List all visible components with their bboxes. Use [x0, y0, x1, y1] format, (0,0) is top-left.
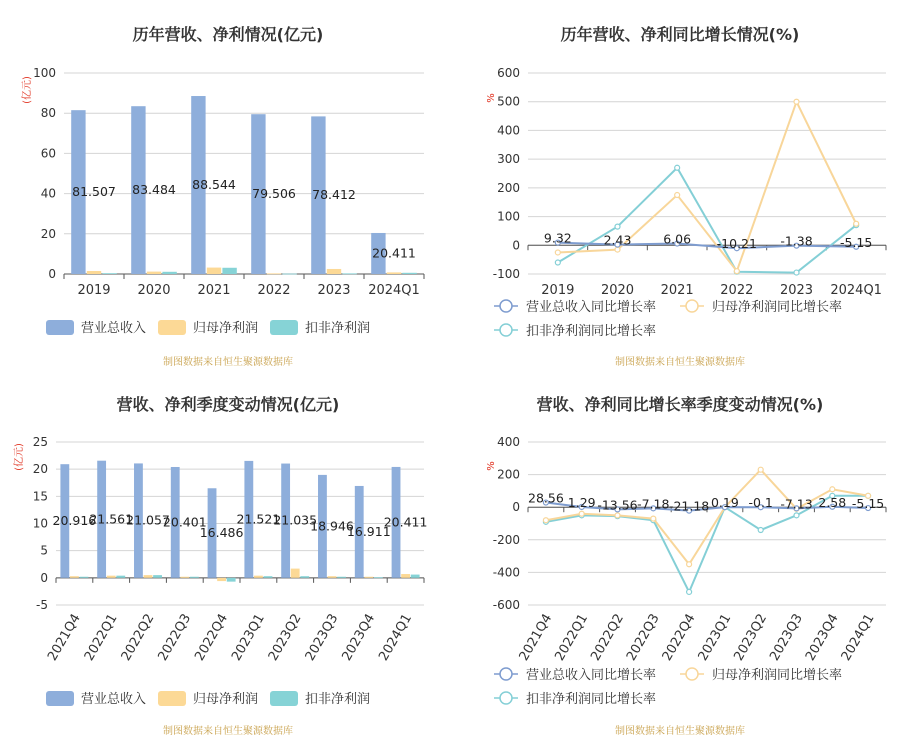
line-data-label: -21.18	[668, 498, 710, 514]
legend-marker	[500, 324, 512, 336]
series-point	[675, 165, 680, 170]
legend-label: 归母净利润同比增长率	[712, 668, 843, 683]
line-data-label: 0.19	[710, 495, 739, 511]
bar-deducted-profit	[337, 577, 346, 578]
x-tick-label: 2023	[317, 283, 351, 298]
x-tick-label: 2024Q1	[830, 283, 882, 298]
x-tick-label: 2023Q1	[229, 611, 268, 664]
legend-swatch	[158, 691, 186, 706]
legend-label: 营业总收入同比增长率	[526, 300, 657, 315]
bar-net-profit	[217, 578, 226, 581]
x-tick-label: 2023Q3	[767, 611, 806, 664]
line-data-label: -13.56	[597, 497, 638, 513]
bar-net-profit	[87, 271, 101, 274]
legend-swatch	[46, 691, 74, 706]
x-tick-label: 2020	[600, 283, 635, 298]
legend-label: 扣非净利润同比增长率	[526, 692, 657, 707]
series-line	[558, 168, 856, 273]
x-tick-label: 2023Q4	[802, 611, 842, 664]
y-tick-label: 25	[32, 435, 48, 449]
bar-data-label: 20.401	[162, 514, 207, 530]
source-note: 制图数据来自恒生聚源数据库	[163, 726, 293, 737]
bar-net-profit	[291, 569, 300, 578]
x-tick-label: 2022Q1	[81, 611, 121, 664]
y-tick-label: 0	[512, 500, 520, 515]
chart-quarterly_growth	[486, 395, 886, 737]
bar-net-profit	[207, 268, 221, 274]
x-tick-label: 2022	[257, 283, 291, 298]
line-data-label: -1.38	[780, 233, 813, 249]
y-tick-label: 15	[32, 489, 48, 504]
y-tick-label: 600	[497, 66, 520, 80]
line-data-label: -0.1	[748, 495, 773, 511]
legend-label: 营业总收入	[81, 321, 147, 336]
y-tick-label: 200	[497, 467, 520, 482]
series-point	[758, 528, 763, 533]
chart-title: 营收、净利同比增长率季度变动情况(%)	[536, 395, 824, 414]
x-tick-label: 2023Q2	[265, 611, 305, 664]
bar-data-label: 81.507	[72, 184, 116, 200]
line-data-label: 9.32	[543, 230, 572, 246]
x-tick-label: 2022	[720, 283, 754, 298]
bar-deducted-profit	[300, 576, 309, 578]
bar-data-label: 79.506	[252, 186, 296, 202]
x-tick-label: 2022Q2	[118, 611, 158, 664]
bar-net-profit	[254, 576, 263, 578]
x-tick-label: 2023Q3	[302, 611, 342, 664]
bar-data-label: 21.521	[236, 511, 281, 527]
bar-net-profit	[70, 576, 79, 578]
chart-annual_growth	[486, 25, 886, 368]
x-tick-label: 2023Q2	[731, 611, 771, 664]
bar-deducted-profit	[342, 273, 356, 274]
bar-net-profit	[327, 269, 341, 274]
y-tick-label: -400	[492, 565, 520, 580]
bar-net-profit	[387, 272, 401, 274]
line-data-label: 1.29	[567, 494, 596, 510]
bar-deducted-profit	[374, 577, 383, 578]
x-tick-label: 2019	[541, 283, 575, 298]
line-data-label: 2.43	[603, 232, 632, 248]
y-tick-label: 5	[40, 543, 48, 558]
y-axis-unit: (亿元)	[14, 443, 25, 471]
line-data-label: -7.13	[780, 496, 813, 512]
series-point	[687, 589, 692, 594]
legend-label: 归母净利润	[193, 321, 259, 336]
y-tick-label: 500	[497, 94, 520, 109]
bar-deducted-profit	[153, 575, 162, 578]
legend-marker	[500, 692, 512, 704]
x-tick-label: 2023	[779, 283, 814, 298]
series-point	[579, 511, 584, 516]
x-tick-label: 2023Q4	[339, 611, 379, 664]
bar-net-profit	[180, 577, 189, 578]
y-tick-label: 300	[497, 152, 520, 167]
series-point	[830, 487, 835, 492]
series-point	[615, 224, 620, 229]
legend-marker	[500, 668, 512, 680]
line-data-label: 2.58	[818, 494, 847, 510]
bar-data-label: 83.484	[132, 182, 176, 198]
x-tick-label: 2022Q1	[552, 611, 592, 664]
y-tick-label: -200	[492, 532, 520, 547]
y-tick-label: 80	[40, 106, 56, 121]
y-axis-unit: (亿元)	[22, 76, 33, 104]
bar-deducted-profit	[80, 577, 89, 578]
bar-deducted-profit	[227, 578, 236, 582]
bar-data-label: 21.057	[126, 512, 170, 528]
bar-data-label: 21.035	[273, 512, 318, 528]
legend-marker	[686, 668, 698, 680]
x-tick-label: 2024Q1	[368, 283, 420, 298]
bar-deducted-profit	[222, 268, 236, 274]
bar-net-profit	[107, 576, 116, 578]
y-tick-label: 400	[497, 435, 520, 449]
series-point	[687, 562, 692, 567]
legend-label: 扣非净利润同比增长率	[526, 324, 657, 339]
bar-data-label: 88.544	[192, 177, 236, 193]
bar-deducted-profit	[282, 274, 296, 275]
line-data-label: -5.15	[851, 496, 885, 512]
bar-deducted-profit	[190, 577, 199, 578]
legend-label: 归母净利润同比增长率	[712, 300, 843, 315]
chart-title: 历年营收、净利情况(亿元)	[132, 25, 324, 44]
y-tick-label: -100	[492, 267, 520, 281]
x-tick-label: 2021	[660, 283, 694, 298]
bar-data-label: 16.911	[346, 523, 391, 539]
legend-swatch	[270, 320, 298, 335]
legend-label: 扣非净利润	[305, 692, 371, 707]
line-data-label: -5.15	[839, 234, 873, 250]
x-tick-label: 2023Q1	[695, 611, 735, 664]
bar-deducted-profit	[162, 272, 176, 274]
legend-label: 扣非净利润	[305, 321, 371, 336]
y-tick-label: 100	[33, 66, 56, 80]
line-data-label: -10.21	[716, 236, 757, 252]
y-tick-label: 0	[48, 267, 56, 281]
line-data-label: -7.18	[637, 496, 670, 512]
source-note: 制图数据来自恒生聚源数据库	[163, 357, 293, 368]
bar-data-label: 16.486	[199, 525, 244, 541]
x-tick-label: 2020	[137, 283, 171, 298]
legend-swatch	[270, 691, 298, 706]
chart-title: 营收、净利季度变动情况(亿元)	[116, 395, 340, 414]
line-data-label: 6.06	[663, 231, 692, 247]
bar-deducted-profit	[402, 273, 416, 274]
y-tick-label: 100	[497, 209, 520, 224]
bar-data-label: 20.411	[372, 245, 416, 261]
x-tick-label: 2022Q4	[192, 611, 232, 664]
series-point	[615, 513, 620, 518]
y-tick-label: 10	[32, 516, 48, 531]
series-point	[734, 269, 739, 274]
bar-data-label: 20.411	[383, 514, 428, 530]
y-tick-label: 200	[497, 180, 520, 195]
series-point	[758, 467, 763, 472]
bar-data-label: 78.412	[312, 187, 356, 203]
x-tick-label: 2022Q3	[623, 611, 663, 664]
bar-net-profit	[267, 273, 281, 274]
bar-net-profit	[328, 576, 337, 578]
legend-marker	[500, 300, 512, 312]
legend-label: 归母净利润	[193, 692, 259, 707]
bar-deducted-profit	[102, 273, 116, 274]
source-note: 制图数据来自恒生聚源数据库	[615, 726, 745, 737]
bar-deducted-profit	[116, 576, 125, 578]
bar-deducted-profit	[411, 575, 420, 578]
series-point	[675, 193, 680, 198]
series-point	[794, 513, 799, 518]
series-point	[615, 247, 620, 252]
bar-net-profit	[147, 272, 161, 274]
bar-net-profit	[364, 577, 373, 578]
y-tick-label: 20	[32, 462, 48, 477]
series-point	[555, 250, 560, 255]
y-tick-label: 20	[40, 226, 56, 241]
bar-net-profit	[144, 575, 153, 578]
y-tick-label: -5	[36, 598, 48, 612]
x-tick-label: 2022Q2	[588, 611, 627, 664]
x-tick-label: 2021Q4	[45, 611, 84, 664]
series-point	[651, 516, 656, 521]
series-point	[543, 518, 548, 523]
bar-deducted-profit	[264, 576, 273, 578]
x-tick-label: 2019	[77, 283, 111, 298]
y-tick-label: -600	[492, 598, 520, 612]
legend-marker	[686, 300, 698, 312]
x-tick-label: 2022Q4	[659, 611, 699, 664]
x-tick-label: 2021	[197, 283, 231, 298]
line-data-label: 28.56	[528, 490, 564, 506]
y-tick-label: 0	[40, 570, 48, 585]
bar-data-label: 21.561	[89, 511, 134, 527]
bar-data-label: 20.916	[52, 513, 97, 529]
chart-quarterly_bar	[12, 395, 427, 737]
y-axis-unit: %	[486, 461, 497, 471]
legend-swatch	[46, 320, 74, 335]
y-tick-label: 60	[40, 146, 56, 161]
legend-swatch	[158, 320, 186, 335]
bar-data-label: 18.946	[310, 518, 354, 534]
y-tick-label: 400	[497, 123, 520, 138]
legend-label: 营业总收入	[81, 692, 147, 707]
x-tick-label: 2024Q1	[838, 611, 878, 664]
x-tick-label: 2021Q4	[516, 611, 556, 664]
series-point	[555, 260, 560, 265]
y-tick-label: 40	[40, 186, 56, 201]
legend-label: 营业总收入同比增长率	[526, 668, 657, 683]
series-point	[794, 270, 799, 275]
y-tick-label: 0	[512, 238, 520, 253]
source-note: 制图数据来自恒生聚源数据库	[615, 357, 745, 368]
x-tick-label: 2024Q1	[376, 611, 416, 664]
bar-net-profit	[401, 574, 410, 578]
y-axis-unit: %	[486, 93, 497, 103]
x-tick-label: 2022Q3	[155, 611, 195, 664]
series-point	[854, 221, 859, 226]
chart-title: 历年营收、净利同比增长情况(%)	[560, 25, 800, 44]
series-point	[794, 99, 799, 104]
chart-annual_bar	[20, 25, 424, 368]
